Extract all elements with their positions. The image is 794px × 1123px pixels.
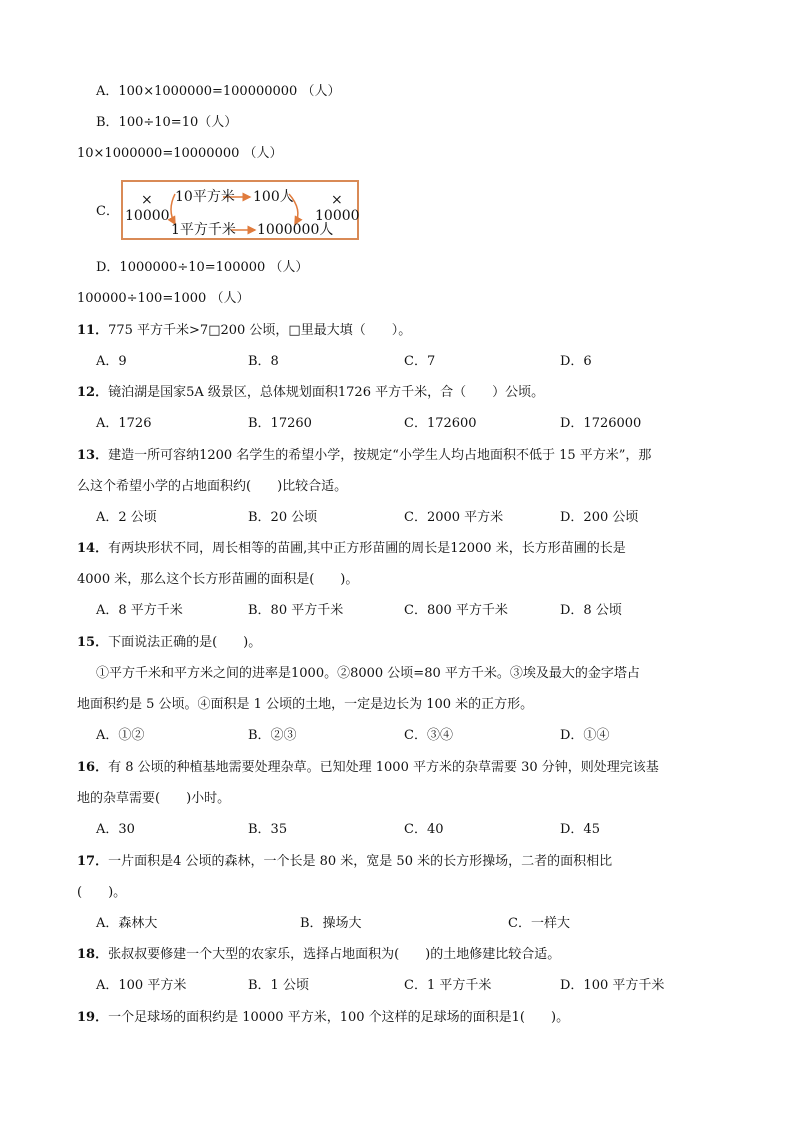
question-17-continued: ( )。 <box>77 885 127 900</box>
q17-option-a: A．森林大 <box>96 916 158 931</box>
diagram-bottom-start: 1平方千米 <box>171 222 236 238</box>
q12-option-c: C．172600 <box>404 416 477 431</box>
q17-option-b: B．操场大 <box>300 916 362 931</box>
q10-option-d-continued: 100000÷100=1000 （人） <box>77 291 250 306</box>
q18-option-b: B．1 公顷 <box>248 978 309 993</box>
question-text: 一片面积是4 公顷的森林，一个长是 80 米，宽是 50 米的长方形操场，二者的面积相比 <box>108 854 613 869</box>
q10-option-c-diagram <box>121 180 359 240</box>
q18-option-a: A．100 平方米 <box>96 978 187 993</box>
question-17 <box>77 853 612 871</box>
q11-option-b: B．8 <box>248 354 279 369</box>
q13-option-b: B．20 公顷 <box>248 510 318 525</box>
diagram-left-multiplier: 10000 <box>125 208 170 224</box>
q13-option-d: D．200 公顷 <box>560 510 639 525</box>
q13-option-a: A．2 公顷 <box>96 510 157 525</box>
question-16 <box>77 759 659 777</box>
q10-option-b: B．100÷10=10（人） <box>96 115 238 130</box>
q16-option-b: B．35 <box>248 822 288 837</box>
question-text: 下面说法正确的是( )。 <box>108 635 262 650</box>
question-text: 张叔叔要修建一个大型的农家乐，选择占地面积为( )的土地修建比较合适。 <box>108 947 561 962</box>
q15-option-b: B．②③ <box>248 728 297 743</box>
q14-option-c: C．800 平方千米 <box>404 603 508 618</box>
q16-option-a: A．30 <box>96 822 135 837</box>
diagram-top-end: 100人 <box>253 189 294 205</box>
question-15 <box>77 634 261 652</box>
q11-option-c: C．7 <box>404 354 436 369</box>
question-number: 11． <box>77 323 109 338</box>
question-number: 14． <box>77 541 109 556</box>
diagram-right-multiplier: 10000 <box>315 208 360 224</box>
question-13 <box>77 447 651 465</box>
question-15-statements: ①平方千米和平方米之间的进率是1000。②8000 公顷=80 平方千米。③埃及最大的金字塔占 <box>96 666 640 681</box>
question-text: 775 平方千米>7□200 公顷，□里最大填（ ）。 <box>108 323 412 338</box>
diagram-right-operator: × <box>331 192 343 208</box>
question-13-continued: 么这个希望小学的占地面积约( )比较合适。 <box>77 479 348 494</box>
question-11 <box>77 322 411 340</box>
q12-option-b: B．17260 <box>248 416 312 431</box>
question-14 <box>77 540 626 558</box>
question-number: 16． <box>77 760 109 775</box>
q10-option-b-continued: 10×1000000=10000000 （人） <box>77 146 283 161</box>
q18-option-c: C．1 平方千米 <box>404 978 492 993</box>
q16-option-d: D．45 <box>560 822 600 837</box>
question-16-continued: 地的杂草需要( )小时。 <box>77 791 231 806</box>
q16-option-c: C．40 <box>404 822 444 837</box>
question-14-continued: 4000 米，那么这个长方形苗圃的面积是( )。 <box>77 572 359 587</box>
q17-option-c: C．一样大 <box>508 916 570 931</box>
question-number: 19． <box>77 1010 109 1025</box>
q12-option-a: A．1726 <box>96 416 152 431</box>
question-text: 有两块形状不同，周长相等的苗圃,其中正方形苗圃的周长是12000 米，长方形苗圃的长是 <box>108 541 626 556</box>
q10-option-d: D．1000000÷10=100000 （人） <box>96 260 309 275</box>
q11-option-d: D．6 <box>560 354 592 369</box>
diagram-left-operator: × <box>141 192 153 208</box>
diagram-top-start: 10平方米 <box>175 189 235 205</box>
q15-option-d: D．①④ <box>560 728 610 743</box>
q14-option-a: A．8 平方千米 <box>96 603 183 618</box>
question-number: 12． <box>77 385 109 400</box>
diagram-bottom-end: 1000000人 <box>257 222 334 238</box>
q18-option-d: D．100 平方千米 <box>560 978 665 993</box>
q15-option-a: A．①② <box>96 728 145 743</box>
question-text: 一个足球场的面积约是 10000 平方米，100 个这样的足球场的面积是1( )。 <box>108 1010 570 1025</box>
question-15-statements-continued: 地面积约是 5 公顷。④面积是 1 公顷的土地，一定是边长为 100 米的正方形。 <box>77 697 534 712</box>
question-number: 13． <box>77 448 109 463</box>
q13-option-c: C．2000 平方米 <box>404 510 504 525</box>
q11-option-a: A．9 <box>96 354 127 369</box>
q10-option-a: A．100×1000000=100000000 （人） <box>96 84 341 99</box>
question-text: 建造一所可容纳1200 名学生的希望小学，按规定“小学生人均占地面积不低于 15 平方米”，那 <box>108 448 652 463</box>
q10-option-c-label: C． <box>96 204 119 219</box>
q14-option-d: D．8 公顷 <box>560 603 622 618</box>
q15-option-c: C．③④ <box>404 728 453 743</box>
question-text: 有 8 公顷的种植基地需要处理杂草。已知处理 1000 平方米的杂草需要 30 分钟，则处理完该基 <box>108 760 659 775</box>
question-19 <box>77 1009 569 1027</box>
question-12 <box>77 384 544 402</box>
q12-option-d: D．1726000 <box>560 416 642 431</box>
q14-option-b: B．80 平方千米 <box>248 603 344 618</box>
question-18 <box>77 946 560 964</box>
question-text: 镜泊湖是国家5A 级景区，总体规划面积1726 平方千米，合（ ）公顷。 <box>108 385 545 400</box>
question-number: 15． <box>77 635 109 650</box>
question-number: 18． <box>77 947 109 962</box>
question-number: 17． <box>77 854 109 869</box>
